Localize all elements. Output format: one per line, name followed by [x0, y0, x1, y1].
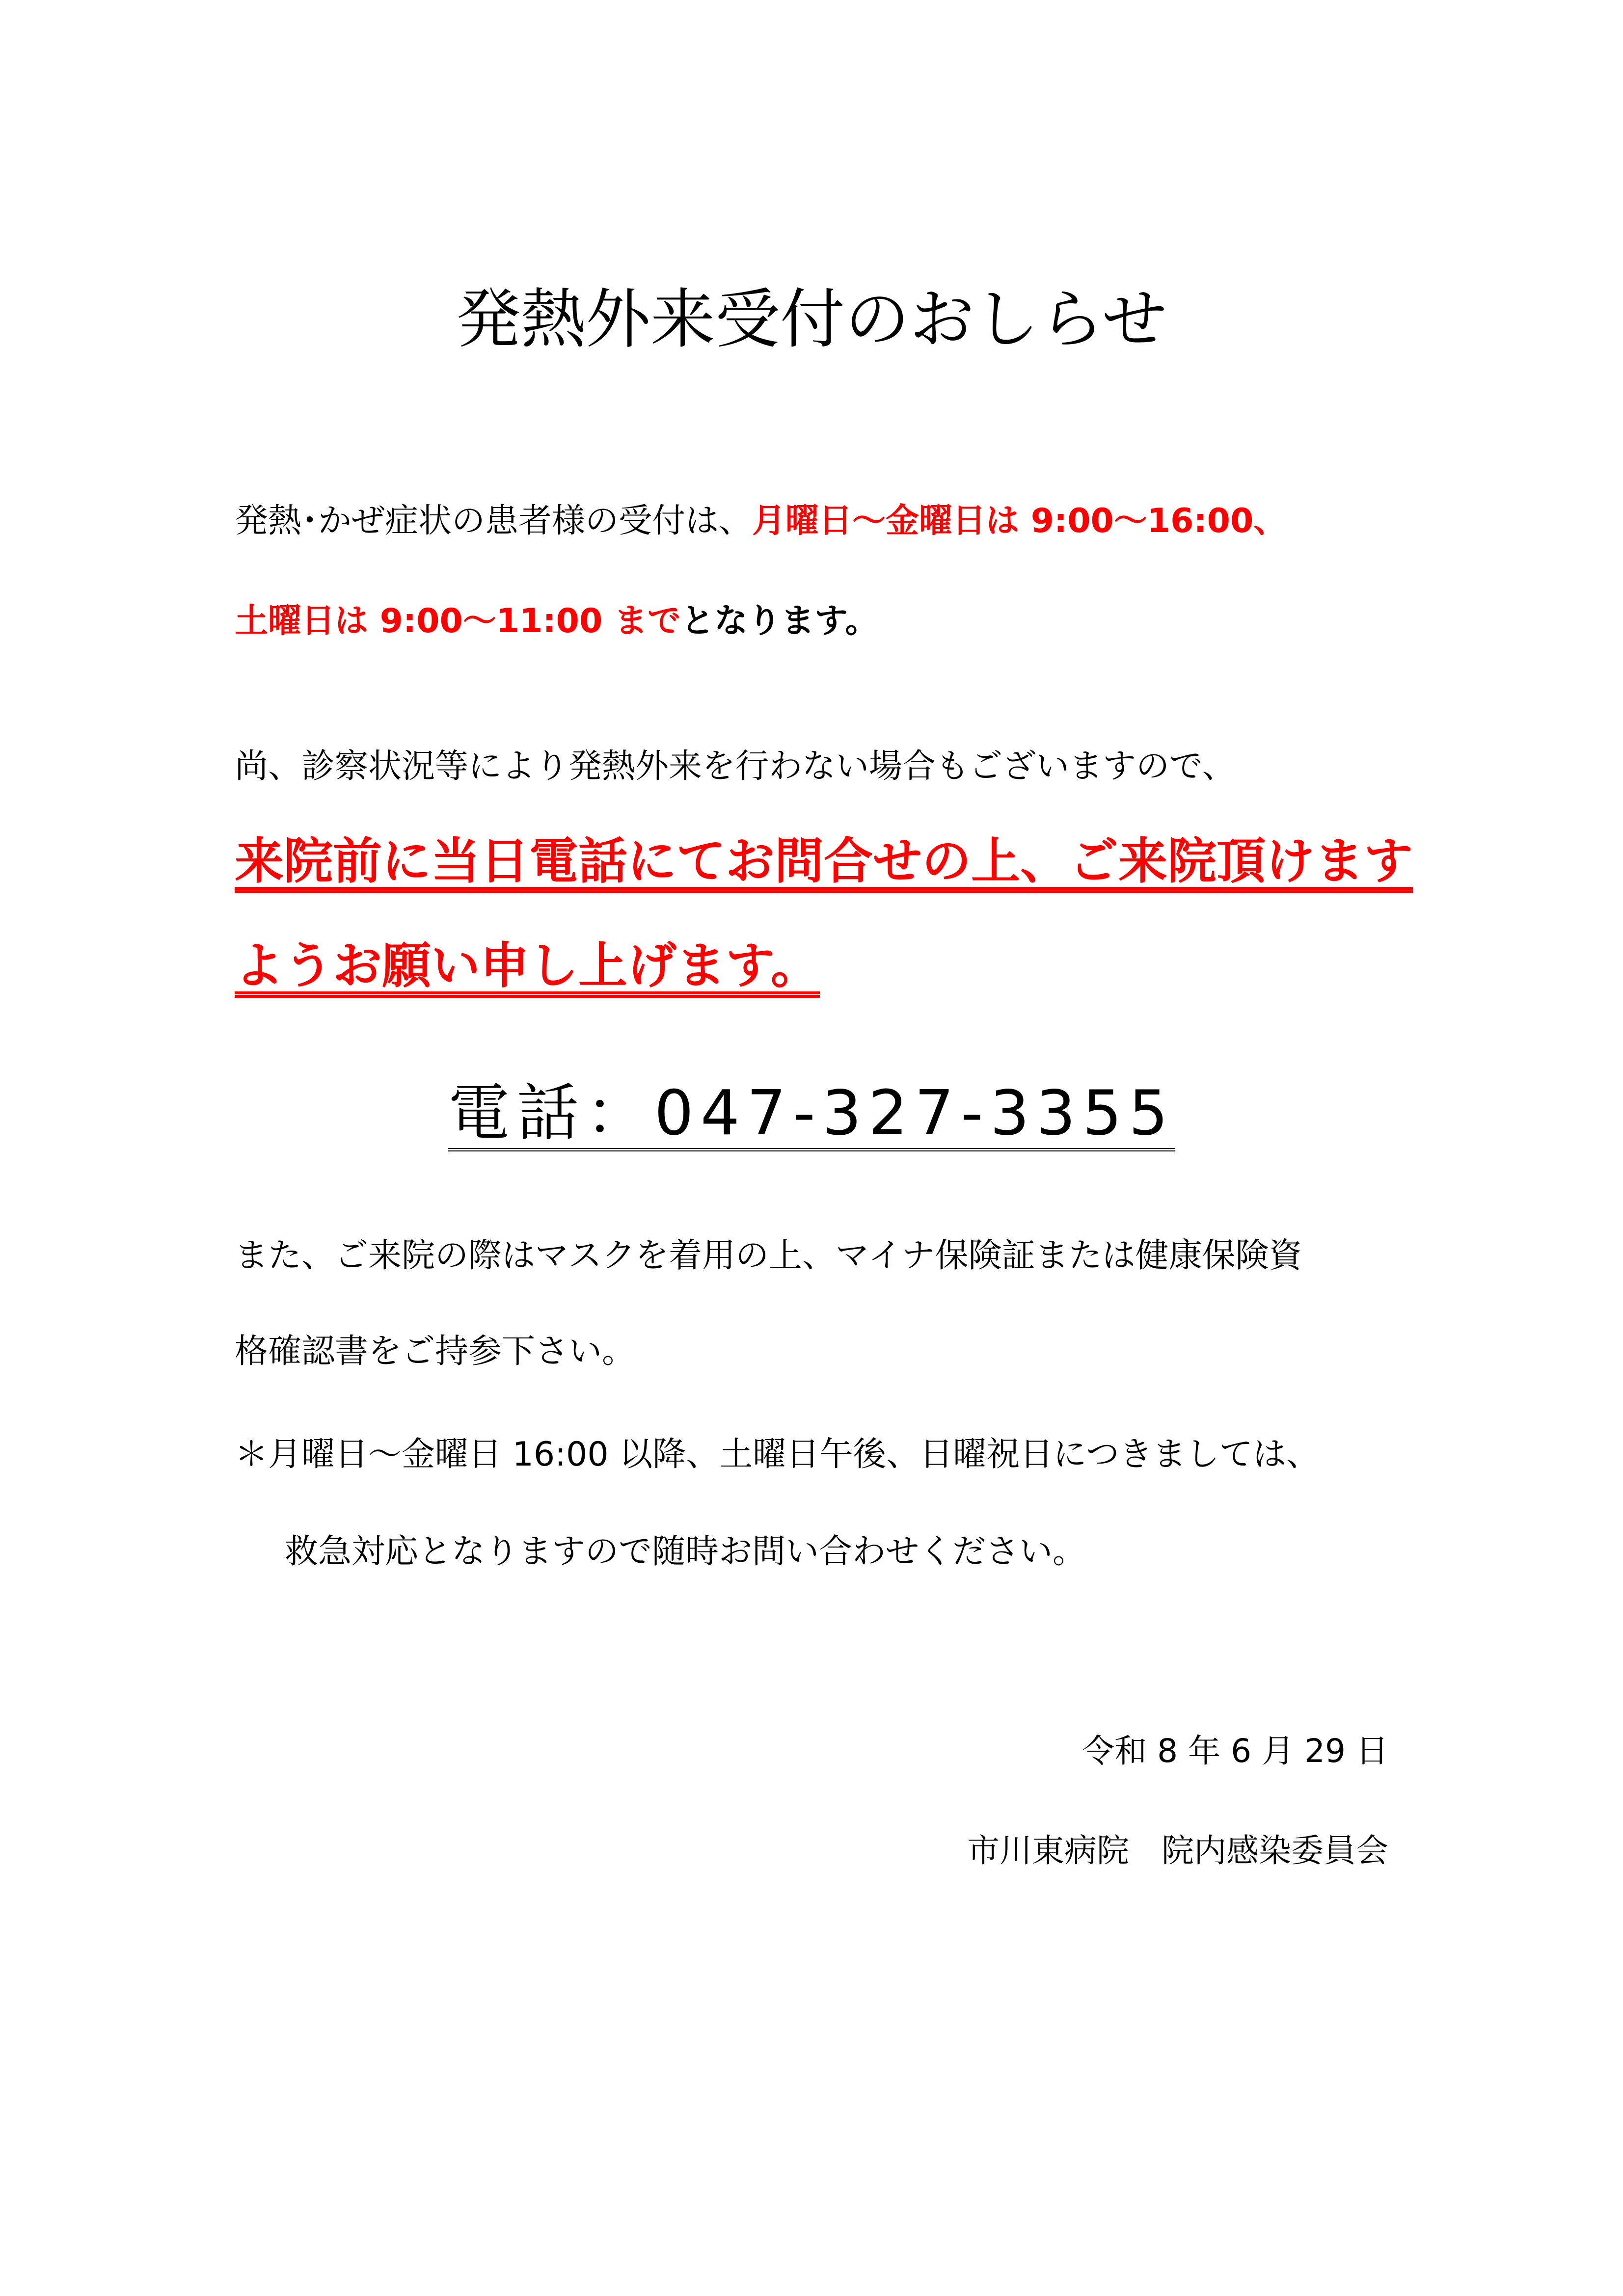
condition-note: 尚、診察状況等により発熱外来を行わない場合もございますので、	[235, 747, 1236, 786]
reception-lead-text: 発熱･かぜ症状の患者様の受付は、	[235, 502, 753, 540]
reception-hours-line-2	[235, 602, 879, 641]
reception-hours-line-1	[235, 502, 1287, 540]
weekday-hours-text: 月曜日～金曜日は 9:00～16:00、	[752, 502, 1287, 540]
phone-number: 電話：047-327-3355	[448, 1082, 1175, 1151]
mask-insurance-note-line-1: また、ご来院の際はマスクを着用の上、マイナ保険証または健康保険資	[235, 1236, 1302, 1275]
call-ahead-request-line-1: 来院前に当日電話にてお問合せの上、ご来院頂けます	[235, 832, 1413, 890]
call-ahead-request-line-2: ようお願い申し上げます。	[235, 937, 820, 994]
after-hours-note-line-1: ＊月曜日～金曜日 16:00 以降、土曜日午後、日曜祝日につきましては、	[235, 1435, 1320, 1474]
issuer-name: 市川東病院 院内感染委員会	[967, 1832, 1388, 1869]
after-hours-note-line-2: 救急対応となりますので随時お問い合わせください。	[285, 1532, 1086, 1571]
reception-tail-text: となります。	[680, 602, 879, 641]
phone-number-block	[0, 1077, 1623, 1151]
issue-date: 令和 8 年 6 月 29 日	[1082, 1732, 1388, 1770]
notice-title: 発熱外来受付のおしらせ	[456, 282, 1167, 357]
mask-insurance-note-line-2: 格確認書をご持参下さい。	[235, 1332, 636, 1371]
saturday-hours-text: 土曜日は 9:00～11:00 まで	[235, 602, 681, 641]
